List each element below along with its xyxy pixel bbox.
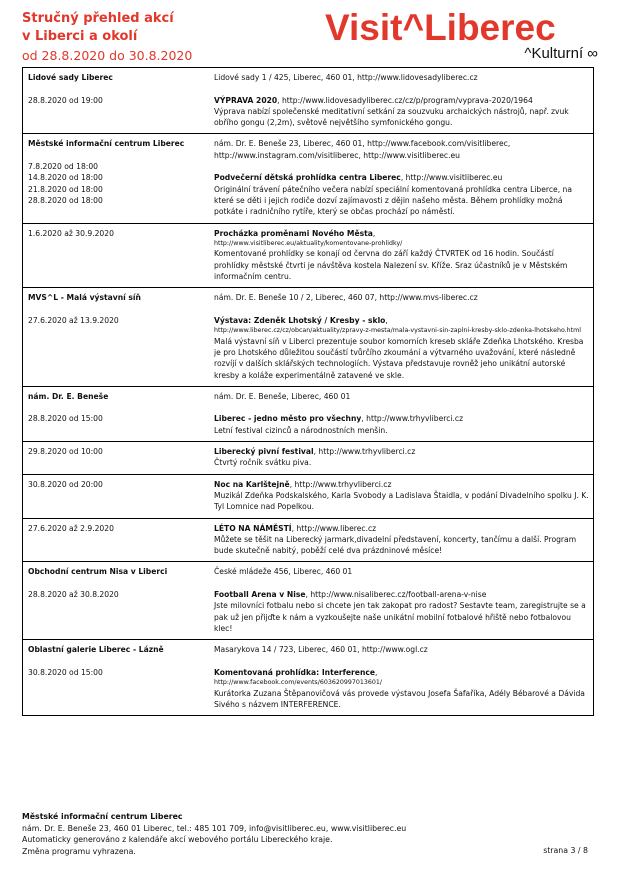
date-cell	[23, 442, 209, 475]
event-date: 28.8.2020 až 30.8.2020	[28, 589, 119, 599]
spacer	[28, 655, 204, 666]
venue-address: nám. Dr. E. Beneše 10 / 2, Liberec, 460 07, http://www.mvs-liberec.cz	[214, 293, 478, 303]
page-number: strana 3 / 8	[543, 846, 588, 855]
event-title-line	[214, 479, 589, 490]
venue-name: nám. Dr. E. Beneše	[28, 391, 109, 401]
event-description: Letní festival cizinců a národnostních menšin.	[214, 425, 388, 435]
event-date: 30.8.2020 od 15:00	[28, 667, 103, 677]
venue-row	[23, 134, 594, 223]
event-title[interactable]: Liberecký pivní festival	[214, 447, 314, 457]
event-url-long[interactable]: http://www.facebook.com/events/603620997013601/	[214, 679, 383, 687]
document-title-block	[22, 10, 322, 65]
footer-generated: Automaticky generováno z kalendáře akcí webového portálu Libereckého kraje.	[22, 835, 333, 844]
event-date: 29.8.2020 od 10:00	[28, 447, 103, 457]
venue-row	[23, 386, 594, 441]
venue-name: Lidové sady Liberec	[28, 73, 113, 82]
page-footer	[22, 811, 597, 857]
event-date: 7.8.2020 od 18:00	[28, 162, 98, 172]
info-cell	[208, 223, 594, 288]
event-title-line	[214, 172, 589, 183]
venue-address: nám. Dr. E. Beneše, Liberec, 460 01	[214, 391, 351, 401]
info-cell	[208, 288, 594, 387]
venue-row	[23, 288, 594, 387]
venue-row	[23, 474, 594, 518]
event-date: 28.8.2020 od 19:00	[28, 95, 103, 105]
event-date: 30.8.2020 od 20:00	[28, 479, 103, 489]
info-cell	[208, 68, 594, 134]
footer-org: Městské informační centrum Liberec	[22, 812, 183, 821]
event-description: Jste milovníci fotbalu nebo si chcete jen tak zakopat pro radost? Sestavte team, zaregistrujte se a pak už jen přijďte k nám a vyzkoušejte naše unikátní mobilní fotbalové hřiště nebo fotbalovou klec!	[214, 601, 586, 633]
spacer	[214, 161, 589, 172]
event-description: Originální trávení pátečního večera nabízí speciální komentovaná prohlídka centra Liberce, na které se děti i jejich rodiče dozví zajímavosti z dějin našeho města. Během prohlídky možná potkáte i radničního rytíře, který se občas prochází po náměstí.	[214, 184, 573, 217]
info-cell	[208, 562, 594, 640]
venue-name: Obchodní centrum Nisa v Liberci	[28, 567, 168, 577]
event-date: 28.8.2020 od 18:00	[28, 195, 103, 205]
venue-address: nám. Dr. E. Beneše 23, Liberec, 460 01, http://www.facebook.com/visitliberec, http://www.instagram.com/visitliberec, http://www.visitliberec.eu	[214, 139, 511, 160]
event-description: Muzikál Zdeňka Podskalského, Karla Svobody a Ladislava Štaidla, v podání Divadelního spolku J. K. Tyl Lomnice nad Popelkou.	[214, 490, 589, 512]
venue-name: Městské informační centrum Liberec	[28, 139, 185, 149]
event-title[interactable]: Procházka proměnami Nového Města	[214, 228, 373, 238]
info-cell	[208, 386, 594, 441]
venue-row	[23, 562, 594, 640]
event-title-line	[214, 315, 589, 326]
event-url[interactable]: , http://www.trhyvliberci.cz	[289, 479, 392, 489]
event-title-line	[214, 413, 589, 424]
date-cell	[23, 134, 209, 223]
event-title-line	[214, 589, 589, 600]
event-url-long[interactable]: http://www.liberec.cz/cz/obcan/aktuality/zpravy-z-mesta/mala-vystavni-sin-zaplni-kresby-sklo-zdenka-lhotskeho.html	[214, 327, 582, 335]
spacer	[28, 150, 204, 161]
event-url[interactable]: , http://www.lidovesadyliberec.cz/cz/p/program/vyprava-2020/1964	[277, 95, 533, 105]
event-description: Výprava nabízí společenské meditativní setkání za souzvuku archaických nástrojů, např. zvuk obřího gongu (2,2m), světově největšího symfonického gongu.	[214, 106, 569, 128]
spacer	[28, 402, 204, 413]
date-cell	[23, 68, 209, 134]
event-title-line	[214, 228, 589, 239]
info-cell	[208, 518, 594, 562]
venue-row	[23, 68, 594, 134]
event-description: Komentované prohlídky se konají od června do září každý ČTVRTEK od 16 hodin. Součástí prohlídky městské čtvrti je návštěva kostela Nalezení sv. Kříže. Sraz účastníků je v Městském informačním centru.	[214, 249, 568, 281]
event-title-line	[214, 446, 589, 457]
info-cell	[208, 640, 594, 716]
event-description: Čtvrtý ročník svátku piva.	[214, 458, 312, 468]
event-date: 21.8.2020 od 18:00	[28, 184, 103, 194]
event-title-line	[214, 667, 589, 678]
event-url-long[interactable]: http://www.visitliberec.eu/aktuality/komentovane-prohlidky/	[214, 239, 403, 247]
venue-row	[23, 442, 594, 475]
date-cell	[23, 288, 209, 387]
event-date: 27.6.2020 až 13.9.2020	[28, 315, 119, 325]
event-description: Malá výstavní síň v Liberci prezentuje soubor komorních kreseb skláře Zdeňka Lhotského. Kresba je pro Lhotského důležitou součástí tvůrčího zkoumání a výtvarného uvažování, které následně rozvíjí v dalších sklářských technologiích. Výstava představuje rovněž jeho unikátní autorské kresby a koláže experimentálně zatavené ve skle.	[214, 336, 584, 380]
venue-row	[23, 518, 594, 562]
event-description: Můžete se těšit na Liberecký jarmark,divadelní představení, koncerty, tančímu a další. Program bude skutečně nabitý, poběží celé dva prázdninové měsíce!	[214, 534, 577, 556]
info-cell	[208, 442, 594, 475]
event-url[interactable]: , http://www.trhyvliberci.cz	[313, 447, 416, 457]
spacer	[28, 83, 204, 94]
events-table	[22, 67, 594, 716]
date-cell	[23, 640, 209, 716]
event-title[interactable]: Podvečerní dětská prohlídka centra Liberec	[214, 173, 401, 183]
event-url[interactable]: ,	[385, 315, 388, 325]
footer-note: Změna programu vyhrazena.	[22, 846, 136, 856]
venue-row	[23, 223, 594, 288]
event-url[interactable]: ,	[372, 228, 376, 238]
venue-address: Lidové sady 1 / 425, Liberec, 460 01, http://www.lidovesadyliberec.cz	[214, 73, 478, 82]
date-cell	[23, 518, 209, 562]
venue-name: MVS^L - Malá výstavní síň	[28, 293, 141, 303]
event-url[interactable]: , http://www.trhyvliberci.cz	[361, 414, 464, 424]
date-cell	[23, 474, 209, 518]
info-cell	[208, 134, 594, 223]
event-date: 14.8.2020 od 18:00	[28, 173, 103, 183]
event-title[interactable]: Liberec - jedno město pro všechny	[214, 414, 362, 424]
event-title[interactable]: Výstava: Zdeněk Lhotský / Kresby - sklo	[214, 315, 386, 325]
spacer	[214, 578, 589, 589]
event-title[interactable]: Noc na Karlštejně	[214, 479, 290, 489]
event-title[interactable]: Football Arena v Nise	[214, 589, 306, 599]
event-title[interactable]: LÉTO NA NÁMĚSTÍ	[214, 523, 292, 533]
title-line-2: v Liberci a okolí	[22, 29, 138, 44]
info-cell	[208, 474, 594, 518]
visit-liberec-logo	[320, 6, 602, 64]
footer-contact: nám. Dr. E. Beneše 23, 460 01 Liberec, tel.: 485 101 709, info@visitliberec.eu, www.visitliberec.eu	[22, 823, 407, 833]
date-cell	[23, 223, 209, 288]
event-url[interactable]: , http://www.liberec.cz	[291, 523, 377, 533]
venue-address: Masarykova 14 / 723, Liberec, 460 01, http://www.ogl.cz	[214, 645, 428, 655]
event-title-line	[214, 95, 589, 106]
title-line-1: Stručný přehled akcí	[22, 11, 174, 26]
date-cell	[23, 562, 209, 640]
event-title-line	[214, 523, 589, 534]
event-title[interactable]: VÝPRAVA 2020	[214, 95, 278, 105]
event-url[interactable]: ,	[375, 667, 378, 677]
spacer	[28, 578, 204, 589]
event-url[interactable]: , http://www.nisaliberec.cz/football-arena-v-nise	[305, 589, 487, 599]
spacer	[214, 83, 589, 94]
spacer	[214, 655, 589, 666]
venue-name: Oblastní galerie Liberec - Lázně	[28, 645, 164, 655]
venue-address: České mládeže 456, Liberec, 460 01	[214, 567, 353, 577]
date-range: od 28.8.2020 do 30.8.2020	[22, 48, 193, 63]
logo-wordmark: Visit^Liberec	[325, 7, 556, 48]
event-date: 27.6.2020 až 2.9.2020	[28, 523, 114, 533]
spacer	[28, 304, 204, 315]
spacer	[214, 402, 589, 413]
event-url[interactable]: , http://www.visitliberec.eu	[400, 173, 503, 183]
event-date: 28.8.2020 od 15:00	[28, 414, 103, 424]
spacer	[214, 304, 589, 315]
venue-row	[23, 640, 594, 716]
event-description: Kurátorka Zuzana Štěpanovičová vás provede výstavou Josefa Šafaříka, Adély Bébarové a Dávida Sivého s názvem INTERFERENCE.	[214, 688, 585, 709]
date-cell	[23, 386, 209, 441]
logo-subtitle: ^Kulturní ∞	[524, 45, 598, 62]
event-date: 1.6.2020 až 30.9.2020	[28, 228, 114, 238]
event-title[interactable]: Komentovaná prohlídka: Interference	[214, 667, 375, 677]
